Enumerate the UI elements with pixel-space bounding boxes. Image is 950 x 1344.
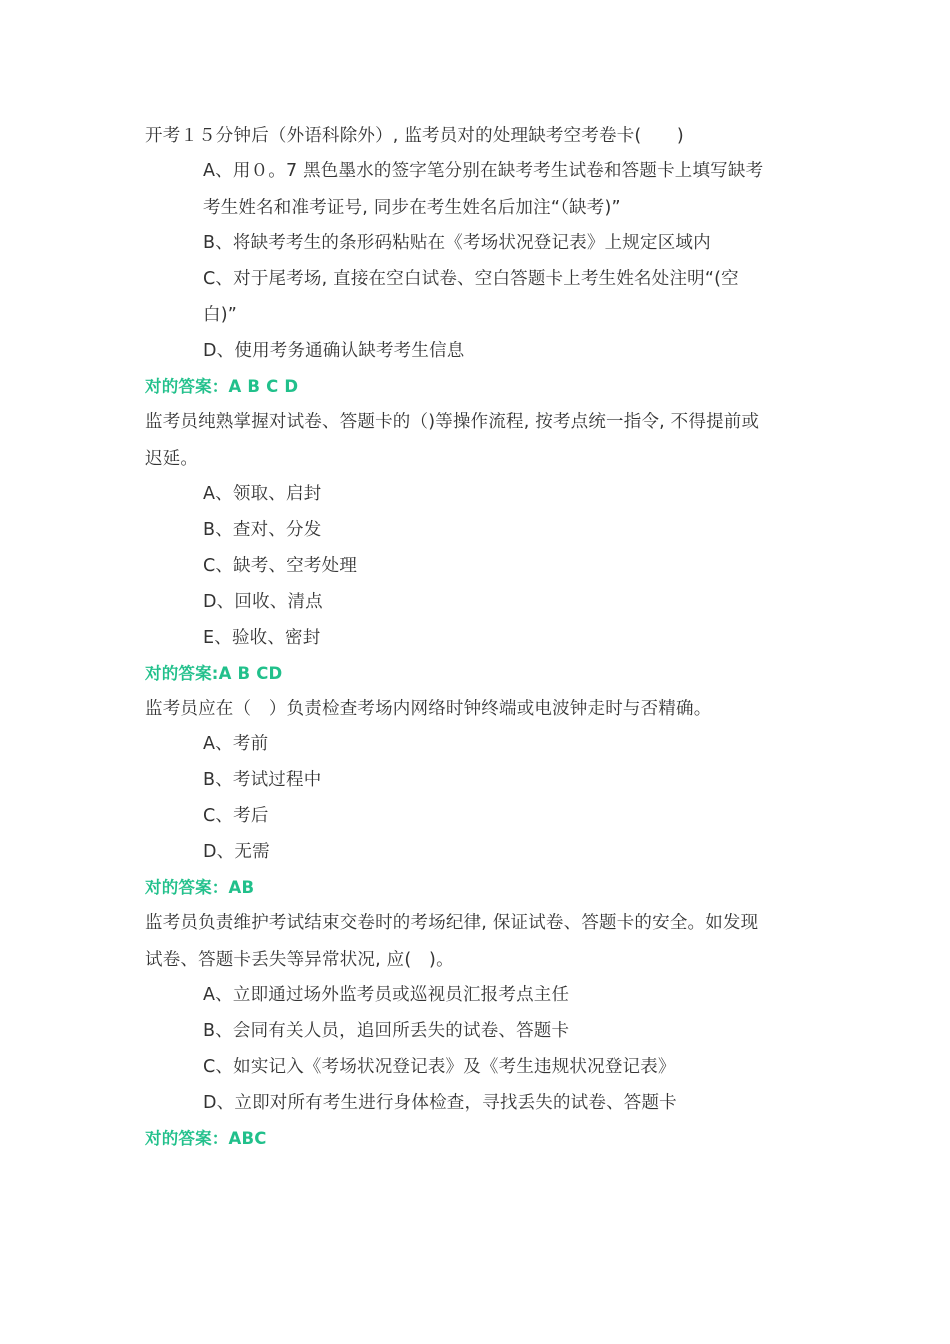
question-2-option-e: E、验收、密封 <box>203 628 321 648</box>
question-2-option-b: B、查对、分发 <box>203 520 322 540</box>
question-4-stem-cont: 试卷、答题卡丢失等异常状况, 应( )。 <box>145 950 454 970</box>
question-4-answer: 对的答案：ABC <box>145 1129 267 1148</box>
question-1-answer: 对的答案：A B C D <box>145 377 299 396</box>
question-4-option-a: A、立即通过场外监考员或巡视员汇报考点主任 <box>203 985 570 1005</box>
question-3-option-a: A、考前 <box>203 734 269 754</box>
question-1-option-b: B、将缺考考生的条形码粘贴在《考场状况登记表》上规定区域内 <box>203 233 711 253</box>
question-3-option-b: B、考试过程中 <box>203 770 322 790</box>
question-1-option-c-cont: 白)” <box>203 305 237 325</box>
question-1-option-d: D、使用考务通确认缺考考生信息 <box>203 341 465 361</box>
question-4-stem: 监考员负责维护考试结束交卷时的考场纪律, 保证试卷、答题卡的安全。如发现 <box>145 913 759 933</box>
question-3-option-c: C、考后 <box>203 806 269 826</box>
question-2-answer: 对的答案:A B CD <box>145 664 283 683</box>
question-1-option-a: A、用０。7 黑色墨水的签字笔分别在缺考考生试卷和答题卡上填写缺考 <box>203 161 764 181</box>
question-3-stem: 监考员应在（ ）负责检查考场内网络时钟终端或电波钟走时与否精确。 <box>145 699 712 719</box>
question-4-option-d: D、立即对所有考生进行身体检查，寻找丢失的试卷、答题卡 <box>203 1093 677 1113</box>
question-3-answer: 对的答案：AB <box>145 878 255 897</box>
question-4-option-b: B、会同有关人员，追回所丢失的试卷、答题卡 <box>203 1021 570 1041</box>
question-3-option-d: D、无需 <box>203 842 270 862</box>
question-2-option-d: D、回收、清点 <box>203 592 323 612</box>
question-2-option-a: A、领取、启封 <box>203 484 322 504</box>
question-2-option-c: C、缺考、空考处理 <box>203 556 358 576</box>
question-4-option-c: C、如实记入《考场状况登记表》及《考生违规状况登记表》 <box>203 1057 676 1077</box>
question-1-option-a-cont: 考生姓名和准考证号, 同步在考生姓名后加注“（缺考)” <box>203 198 621 218</box>
question-2-stem-cont: 迟延。 <box>145 449 199 469</box>
question-1-option-c: C、对于尾考场, 直接在空白试卷、空白答题卡上考生姓名处注明“(空 <box>203 269 739 289</box>
question-2-stem: 监考员纯熟掌握对试卷、答题卡的（)等操作流程, 按考点统一指令, 不得提前或 <box>145 412 760 432</box>
question-1-stem: 开考１５分钟后（外语科除外）, 监考员对的处理缺考空考卷卡( ) <box>145 126 684 146</box>
